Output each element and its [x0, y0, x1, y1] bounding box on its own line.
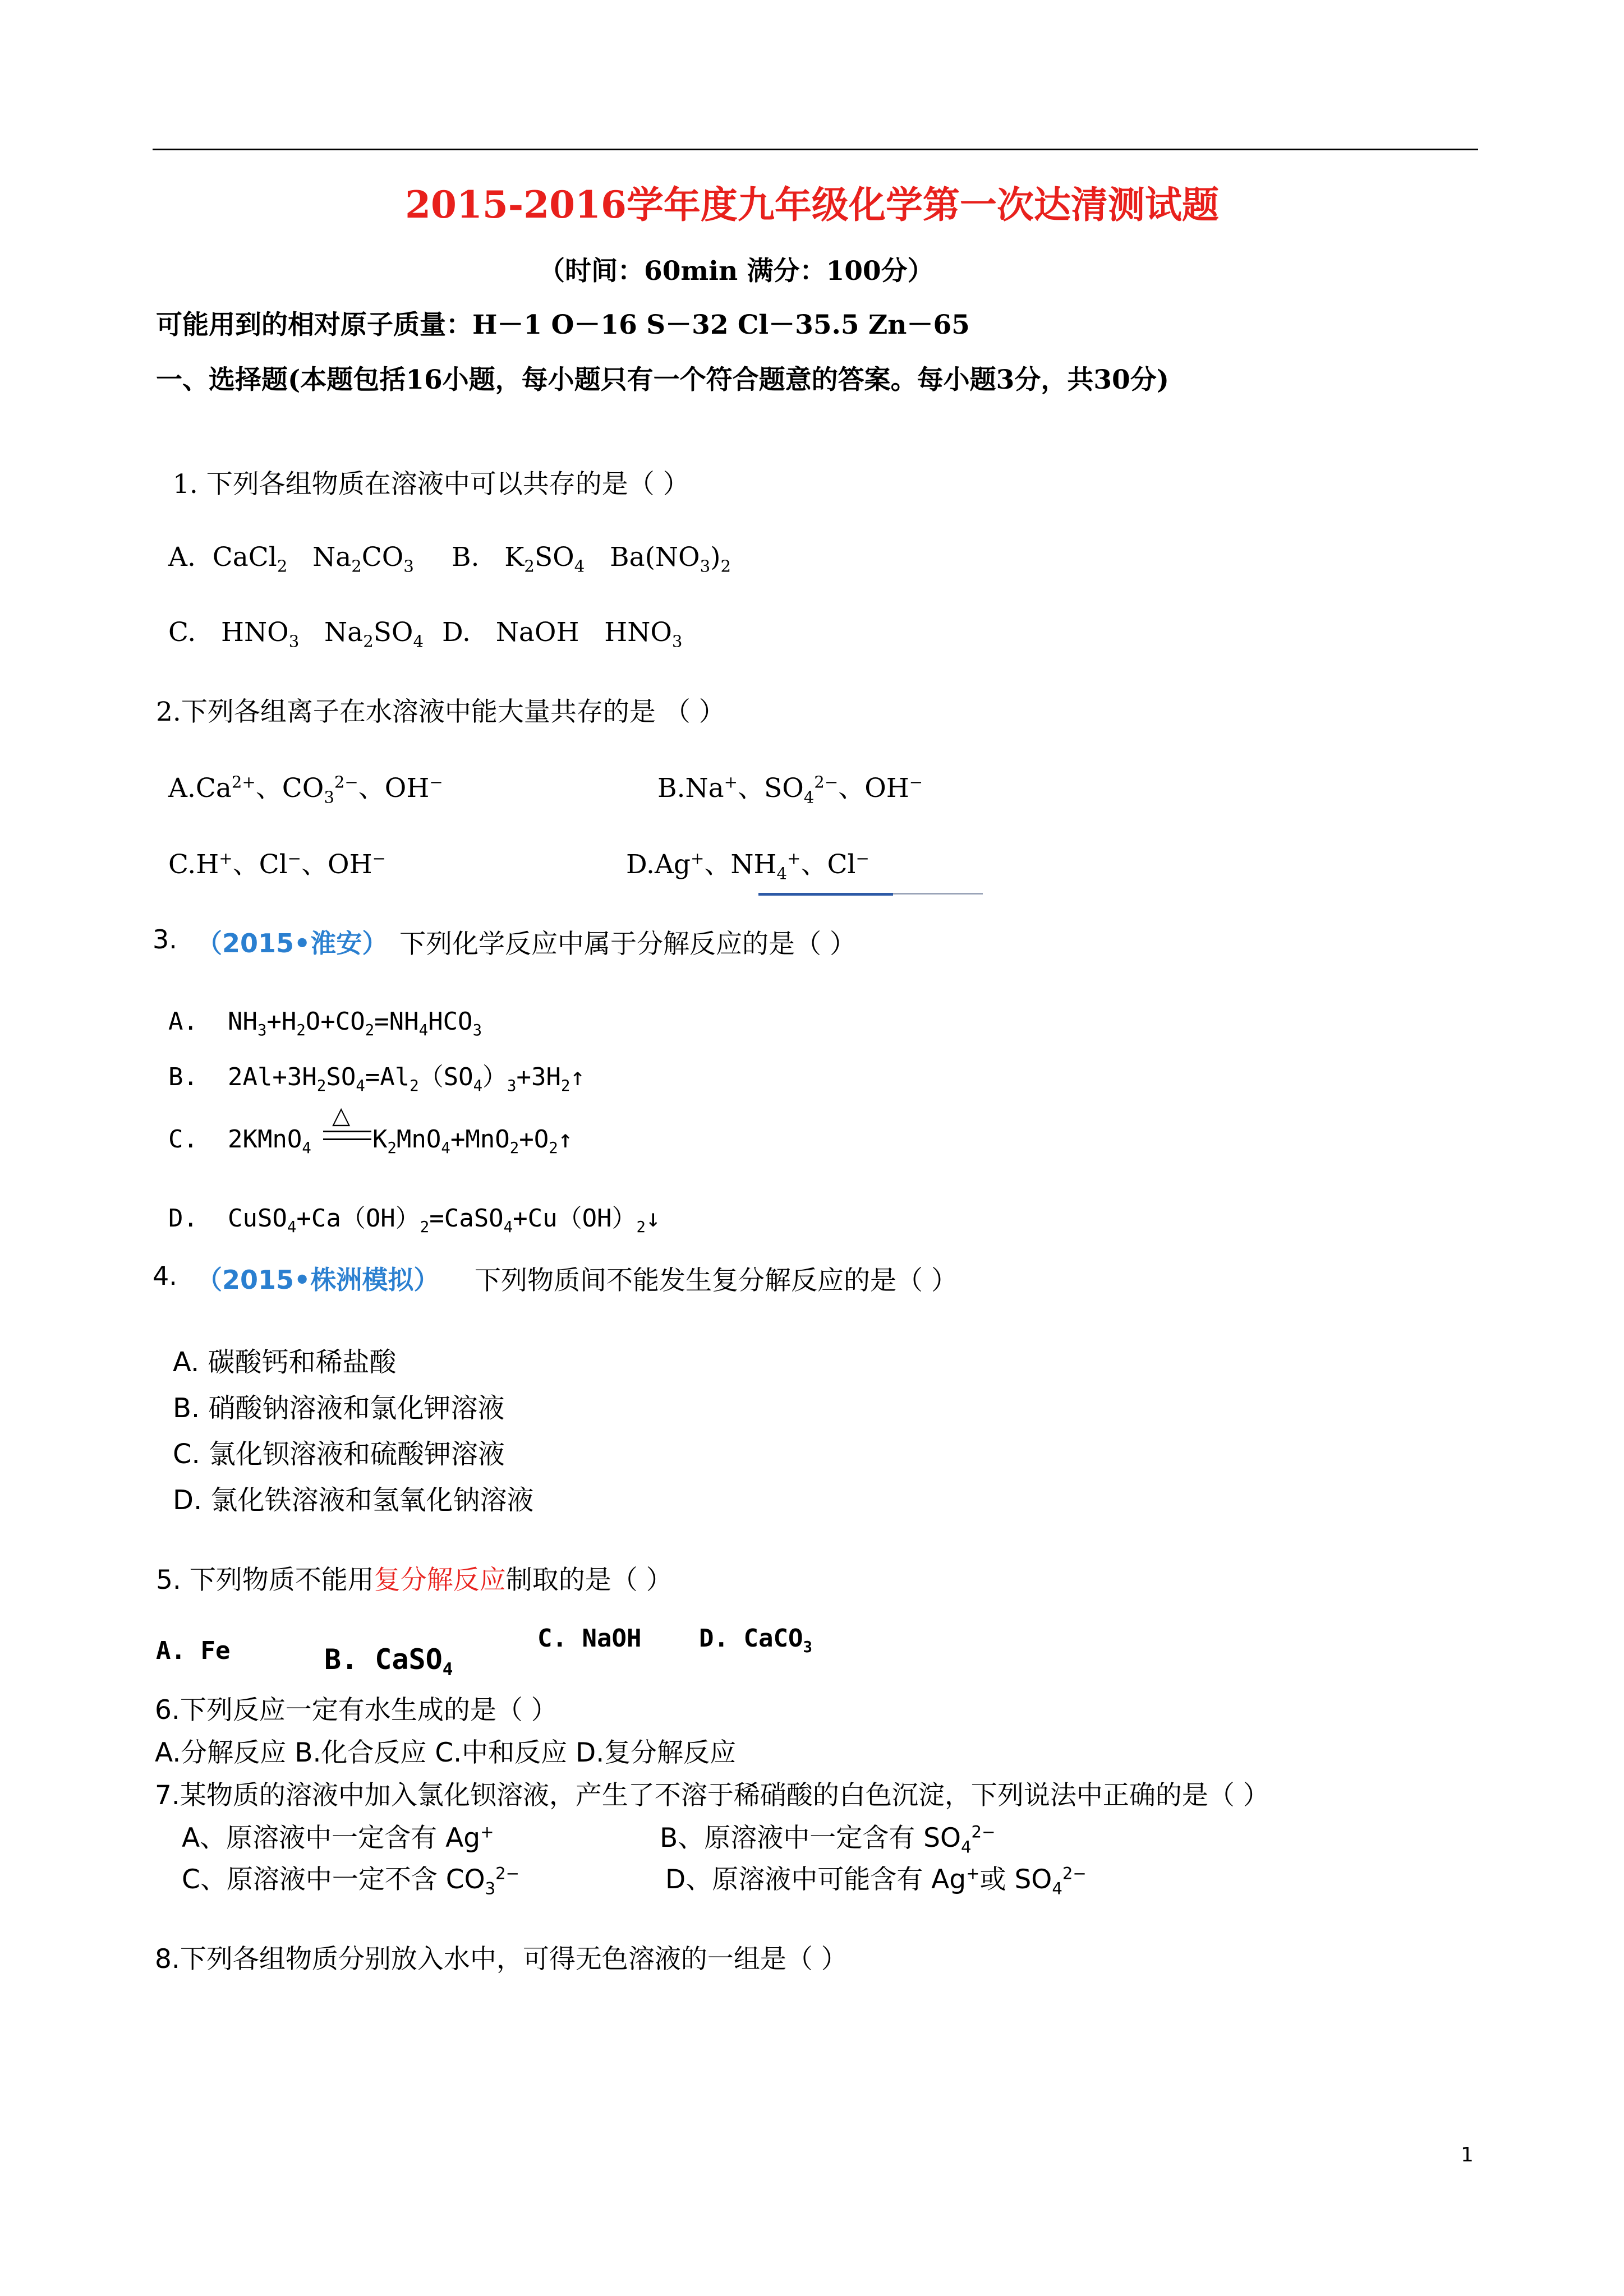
exam-title: 2015-2016学年度九年级化学第一次达清测试题 [405, 183, 1219, 227]
q5-option-b: B. CaSO$_4$ [324, 1643, 453, 1680]
q4-stem: 下列物质间不能发生复分解反应的是（ ） [475, 1265, 958, 1296]
q6-stem: 6.下列反应一定有水生成的是（ ） [155, 1695, 558, 1726]
q7-option-b: B、原溶液中一定含有 $SO_4^{2-}$ [660, 1822, 996, 1857]
q1-option-c: C. $HNO_3$ $Na_2SO_4$ [168, 617, 424, 651]
q4-option-a: A. 碳酸钙和稀盐酸 [173, 1347, 397, 1378]
q4-option-b: B. 硝酸钠溶液和氯化钾溶液 [173, 1393, 505, 1424]
q1-option-b: B. $K_2SO_4$ $Ba(NO_3)_2$ [452, 542, 731, 576]
q3-option-c-left: C. 2KMnO$_4$ [168, 1125, 311, 1157]
atomic-masses: 可能用到的相对原子质量：H－1 O－16 S－32 Cl－35.5 Zn－65 [156, 310, 970, 340]
q1-option-a: A. CaCl$_2$ $Na_2CO_3$ [168, 542, 414, 576]
decorative-underline [758, 893, 893, 896]
q3-option-c-right: $K_2MnO_4+MnO_2+O_2↑$ [372, 1125, 573, 1157]
q3-source: （2015•淮安） [196, 928, 388, 958]
q2-option-a: $A.Ca^{2+}$、$CO_3^{2-}$、OH− [168, 772, 443, 807]
q7-option-c: C、原溶液中一定不含 $CO_3^{2-}$ [182, 1864, 520, 1898]
q4-option-d: D. 氯化铁溶液和氢氧化钠溶液 [173, 1484, 534, 1516]
q5-stem-highlight: 复分解反应 [374, 1565, 506, 1596]
heat-condition-symbol: △ [332, 1101, 351, 1129]
q1-option-d: D. NaOH $HNO_3$ [442, 617, 683, 651]
q5-option-a: A. Fe [156, 1636, 231, 1665]
q7-option-a: A、原溶液中一定含有 Ag+ [182, 1822, 494, 1854]
reaction-equals-bottom [323, 1138, 371, 1140]
q5-stem-post: 制取的是（ ） [505, 1565, 673, 1596]
q3-option-d: D. $CuSO_4+Ca(OH)_2=CaSO_4+Cu(OH)_2↓$ [168, 1204, 661, 1236]
decorative-underline-light [893, 893, 983, 895]
exam-meta: （时间：60min 满分：100分） [539, 256, 934, 287]
q7-stem: 7.某物质的溶液中加入氯化钡溶液，产生了不溶于稀硝酸的白色沉淀，下列说法中正确的是（ ） [155, 1780, 1269, 1811]
q4-number: 4. [153, 1261, 177, 1291]
page-number: 1 [1461, 2143, 1474, 2166]
reaction-equals-top [323, 1131, 371, 1132]
q3-option-a: A. $NH_3+H_2O+CO_2=NH_4HCO_3$ [168, 1007, 482, 1039]
q2-stem: 2.下列各组离子在水溶液中能大量共存的是 （ ） [156, 697, 725, 727]
q2-option-c: C.H+、Cl−、OH− [168, 849, 386, 880]
q2-option-d: D.Ag+、$NH_4^+$、Cl− [626, 849, 869, 883]
q2-option-b: B.Na+、$SO_4^{2-}$、OH− [657, 772, 923, 807]
q5-option-c: C. NaOH [537, 1624, 642, 1653]
q1-stem: 1. 下列各组物质在溶液中可以共存的是（ ） [173, 469, 689, 500]
header-rule [153, 149, 1478, 150]
section-title: 一、选择题(本题包括16小题，每小题只有一个符合题意的答案。每小题3分，共30分) [156, 365, 1169, 395]
q5-stem-pre: 5. 下列物质不能用 [156, 1565, 374, 1596]
q4-source: （2015•株洲模拟） [196, 1265, 440, 1295]
q5-stem [156, 1559, 673, 1597]
q8-stem: 8.下列各组物质分别放入水中，可得无色溶液的一组是（ ） [155, 1944, 848, 1975]
q3-stem: 下列化学反应中属于分解反应的是（ ） [399, 929, 856, 960]
q3-number: 3. [153, 924, 177, 955]
q6-options: A.分解反应 B.化合反应 C.中和反应 D.复分解反应 [155, 1737, 737, 1768]
q7-option-d: D、原溶液中可能含有 Ag+或 $SO_4^{2-}$ [665, 1864, 1087, 1898]
q4-option-c: C. 氯化钡溶液和硫酸钾溶液 [173, 1439, 505, 1470]
q3-option-b: B. $2Al+3H_2SO_4=Al_2(SO_4)_3+3H_2↑$ [168, 1063, 585, 1095]
q5-option-d: D. CaCO$_3$ [699, 1624, 812, 1656]
